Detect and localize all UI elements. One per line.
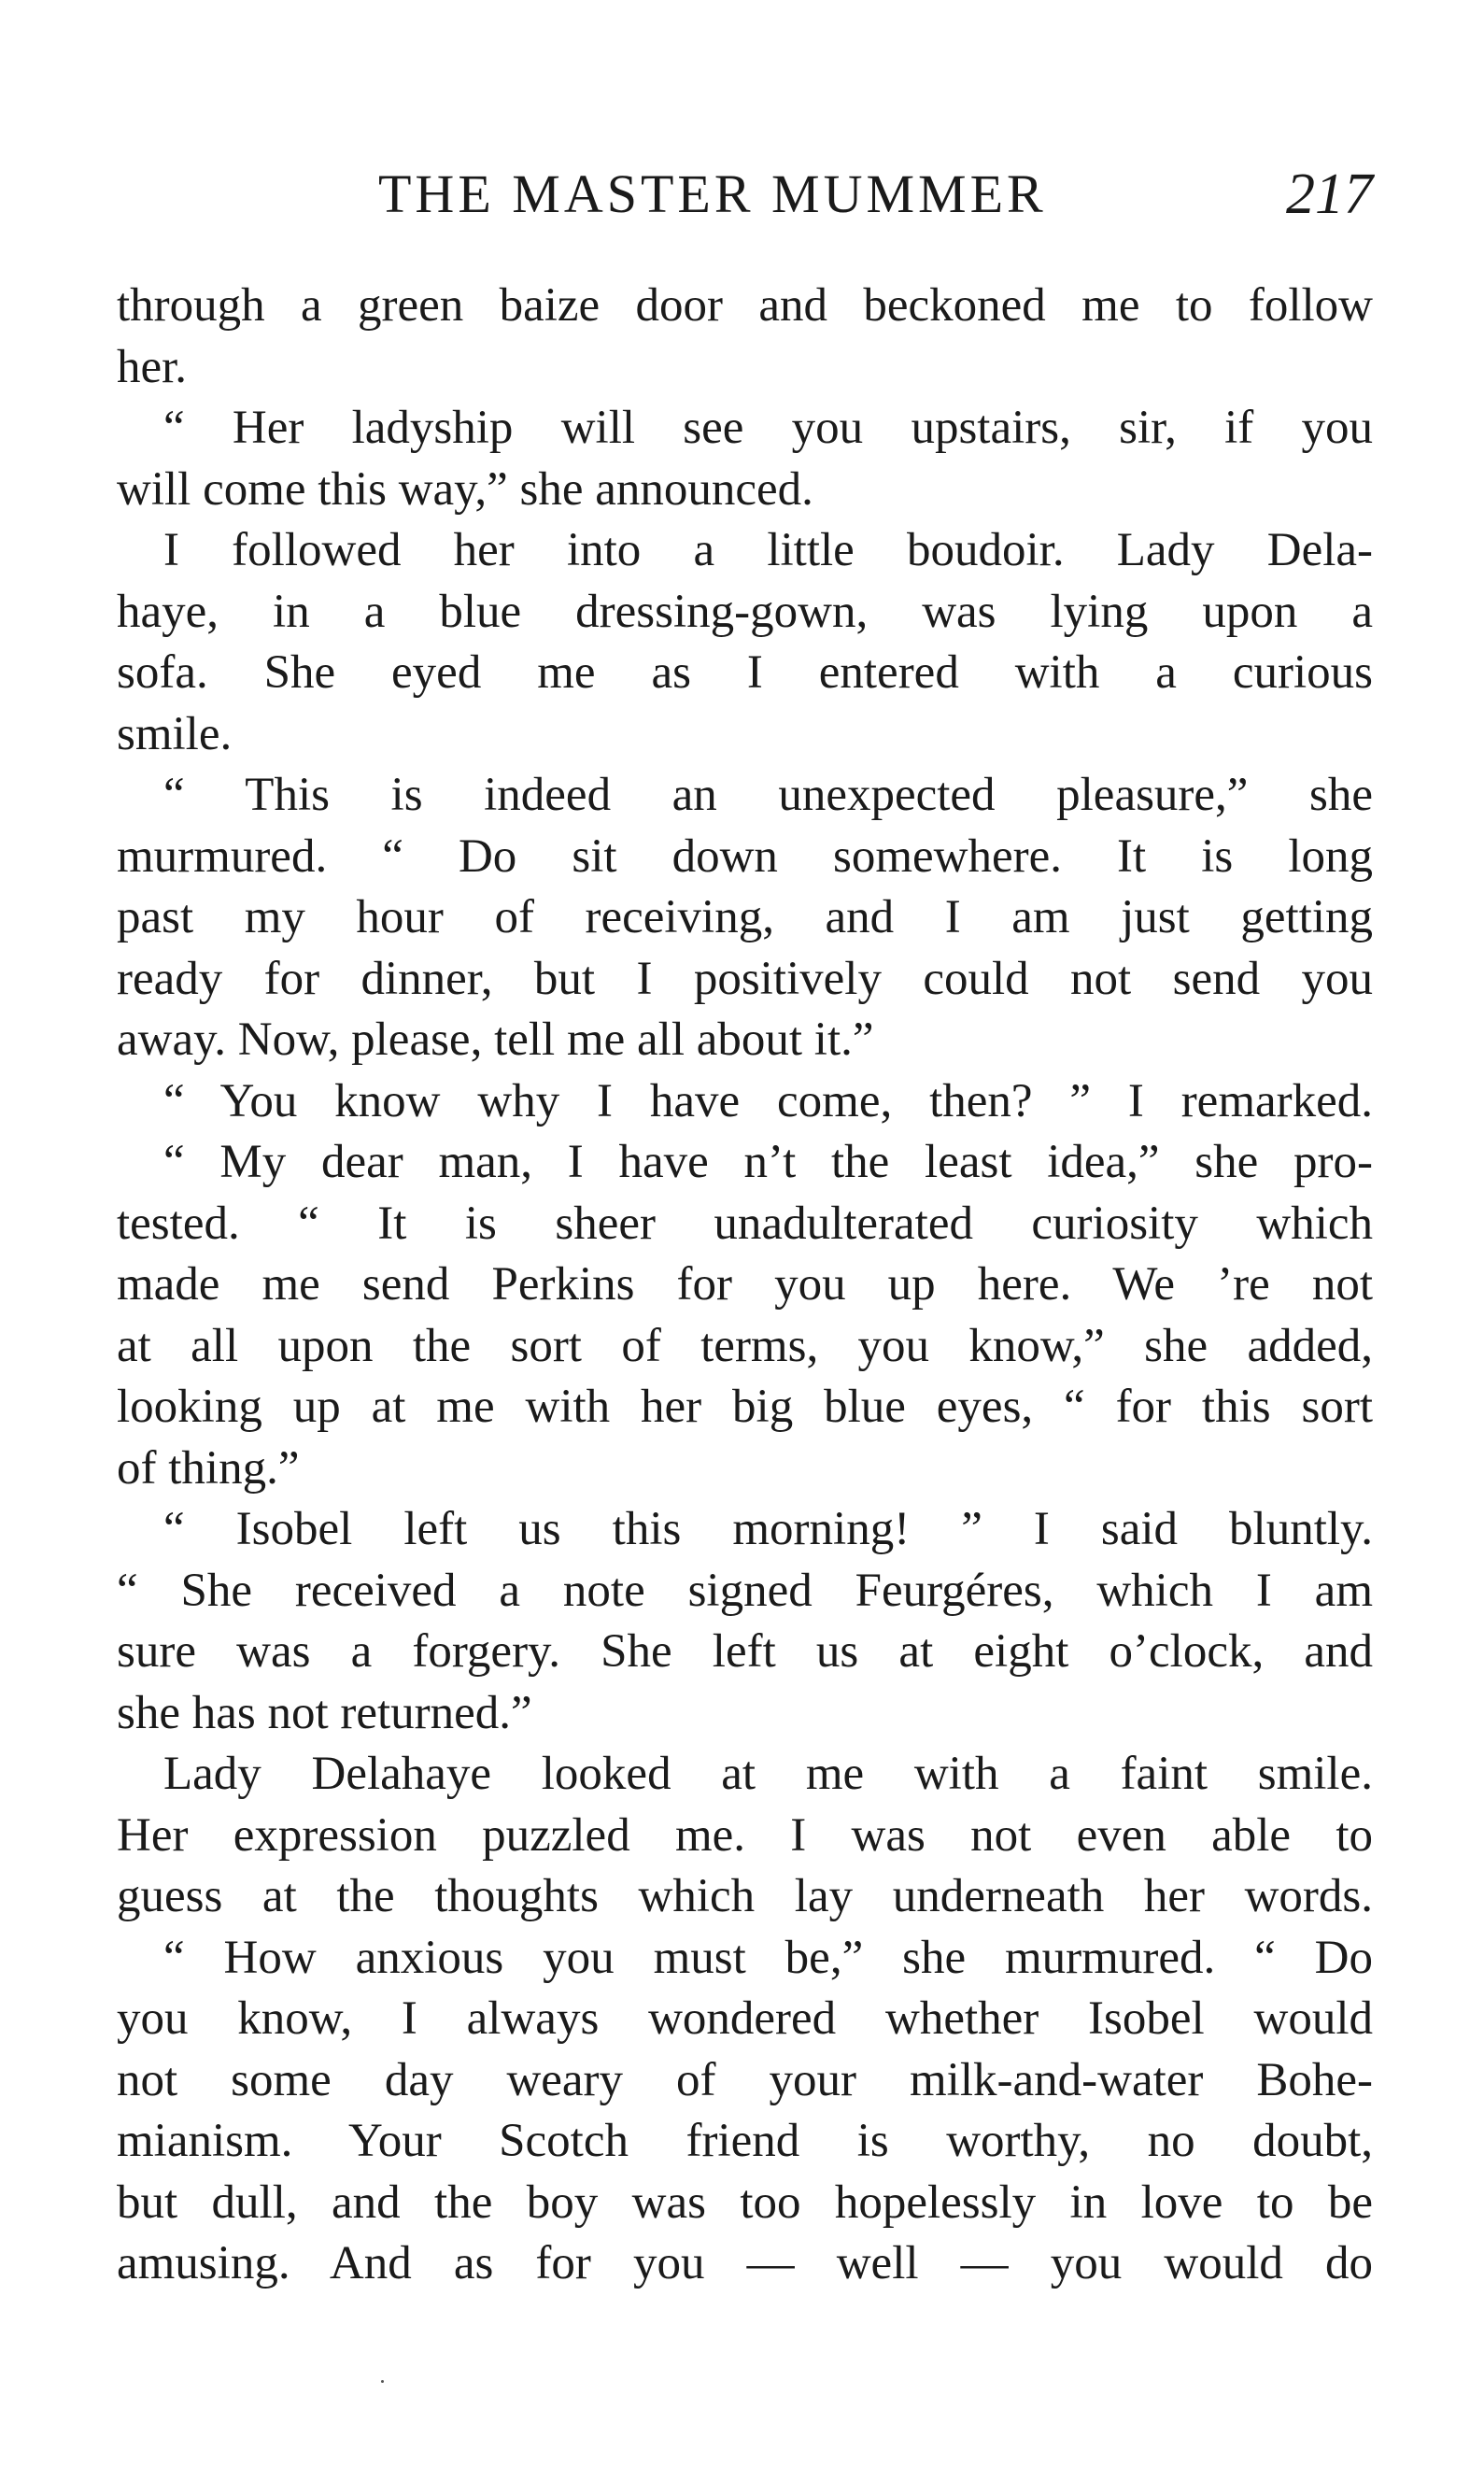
text-line: guess at the thoughts which lay underneath her words. <box>117 1870 1373 1922</box>
text-line: Lady Delahaye looked at me with a faint smile. <box>163 1748 1373 1800</box>
text-line: away. Now, please, tell me all about it.” <box>117 1013 874 1066</box>
text-line: mianism. Your Scotch friend is worthy, no doubt, <box>117 2115 1373 2167</box>
text-line: “ Her ladyship will see you upstairs, sir, if you <box>163 402 1373 454</box>
text-line: tested. “ It is sheer unadulterated curiosity which <box>117 1197 1373 1250</box>
text-line: “ She received a note signed Feurgéres, which I am <box>117 1564 1373 1617</box>
page-number: 217 <box>1286 163 1373 226</box>
text-line: not some day weary of your milk-and-water Bohe- <box>117 2053 1373 2106</box>
text-line: ready for dinner, but I positively could not send you <box>117 952 1373 1005</box>
paper-speck <box>381 2380 384 2383</box>
text-line: amusing. And as for you — well — you would do <box>117 2237 1373 2289</box>
text-line: at all upon the sort of terms, you know,” she added, <box>117 1319 1373 1372</box>
running-title: THE MASTER MUMMER <box>378 163 1047 224</box>
text-line: will come this way,” she announced. <box>117 462 813 516</box>
text-line: “ Isobel left us this morning! ” I said bluntly. <box>163 1503 1373 1555</box>
text-line: made me send Perkins for you up here. We ’re not <box>117 1258 1373 1311</box>
text-line: sofa. She eyed me as I entered with a curious <box>117 646 1373 699</box>
text-line: her. <box>117 340 188 393</box>
text-line: but dull, and the boy was too hopelessly in love to be <box>117 2175 1373 2229</box>
text-line: Her expression puzzled me. I was not even able to <box>117 1808 1373 1862</box>
text-line: smile. <box>117 707 233 760</box>
text-line: murmured. “ Do sit down somewhere. It is long <box>117 829 1373 883</box>
text-line: haye, in a blue dressing-gown, was lying upon a <box>117 585 1373 638</box>
text-line: “ My dear man, I have n’t the least idea,” she pro- <box>163 1136 1373 1188</box>
text-line: past my hour of receiving, and I am just getting <box>117 891 1373 943</box>
text-line: of thing.” <box>117 1441 300 1495</box>
text-line: looking up at me with her big blue eyes, “ for this sort <box>117 1381 1373 1433</box>
text-line: she has not returned.” <box>117 1686 532 1739</box>
text-line: “ You know why I have come, then? ” I remarked. <box>163 1074 1373 1127</box>
text-line: “ This is indeed an unexpected pleasure,” she <box>163 769 1373 821</box>
text-line: “ How anxious you must be,” she murmured. “ Do <box>163 1931 1373 1984</box>
text-line: I followed her into a little boudoir. Lady Dela- <box>163 524 1373 576</box>
running-head <box>117 157 1373 232</box>
text-line: you know, I always wondered whether Isobel would <box>117 1992 1373 2045</box>
body-text <box>117 276 1373 2295</box>
text-line: through a green baize door and beckoned me to follow <box>117 279 1373 332</box>
text-line: sure was a forgery. She left us at eight o’clock, and <box>117 1625 1373 1678</box>
